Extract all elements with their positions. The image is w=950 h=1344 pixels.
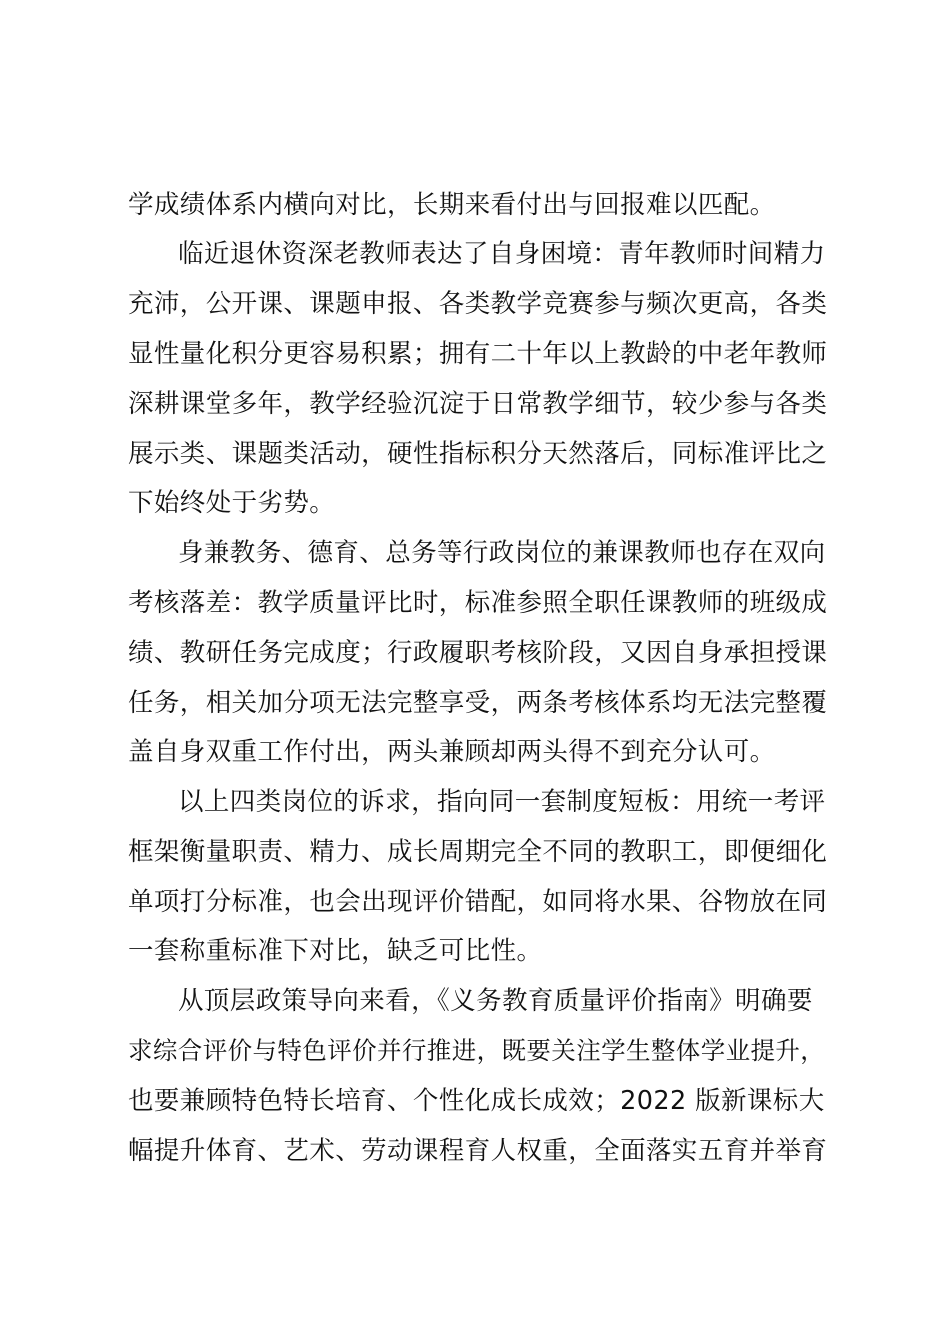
text-line: 身兼教务、德育、总务等行政岗位的兼课教师也存在双向 bbox=[178, 538, 826, 568]
text-line: 学成绩体系内横向对比，长期来看付出与回报难以匹配。 bbox=[128, 190, 776, 220]
text-line: 深耕课堂多年，教学经验沉淀于日常教学细节，较少参与各类 bbox=[128, 389, 828, 419]
text-line: 一套称重标准下对比，缺乏可比性。 bbox=[128, 936, 543, 966]
text-line: 任务，相关加分项无法完整享受，两条考核体系均无法完整覆 bbox=[128, 688, 828, 718]
text-line: 临近退休资深老教师表达了自身困境：青年教师时间精力 bbox=[178, 239, 826, 269]
text-line: 框架衡量职责、精力、成长周期完全不同的教职工，即便细化 bbox=[128, 837, 828, 867]
text-line: 单项打分标准，也会出现评价错配，如同将水果、谷物放在同 bbox=[128, 887, 828, 917]
text-line: 幅提升体育、艺术、劳动课程育人权重，全面落实五育并举育 bbox=[128, 1136, 828, 1166]
text-line: 也要兼顾特色特长培育、个性化成长成效；2022 版新课标大 bbox=[128, 1086, 825, 1116]
text-line: 下始终处于劣势。 bbox=[128, 488, 336, 518]
text-line: 展示类、课题类活动，硬性指标积分天然落后，同标准评比之 bbox=[128, 439, 828, 469]
text-line: 以上四类岗位的诉求，指向同一套制度短板：用统一考评 bbox=[178, 787, 826, 817]
text-line: 盖自身双重工作付出，两头兼顾却两头得不到充分认可。 bbox=[128, 737, 776, 767]
text-line: 求综合评价与特色评价并行推进，既要关注学生整体学业提升， bbox=[128, 1036, 826, 1065]
text-line: 显性量化积分更容易积累；拥有二十年以上教龄的中老年教师 bbox=[128, 339, 828, 369]
text-line: 绩、教研任务完成度；行政履职考核阶段，又因自身承担授课 bbox=[128, 638, 828, 668]
text-line: 充沛，公开课、课题申报、各类教学竞赛参与频次更高，各类 bbox=[128, 289, 828, 319]
text-line: 考核落差：教学质量评比时，标准参照全职任课教师的班级成 bbox=[128, 588, 828, 618]
text-line: 从顶层政策导向来看，《义务教育质量评价指南》明确要 bbox=[178, 986, 813, 1016]
